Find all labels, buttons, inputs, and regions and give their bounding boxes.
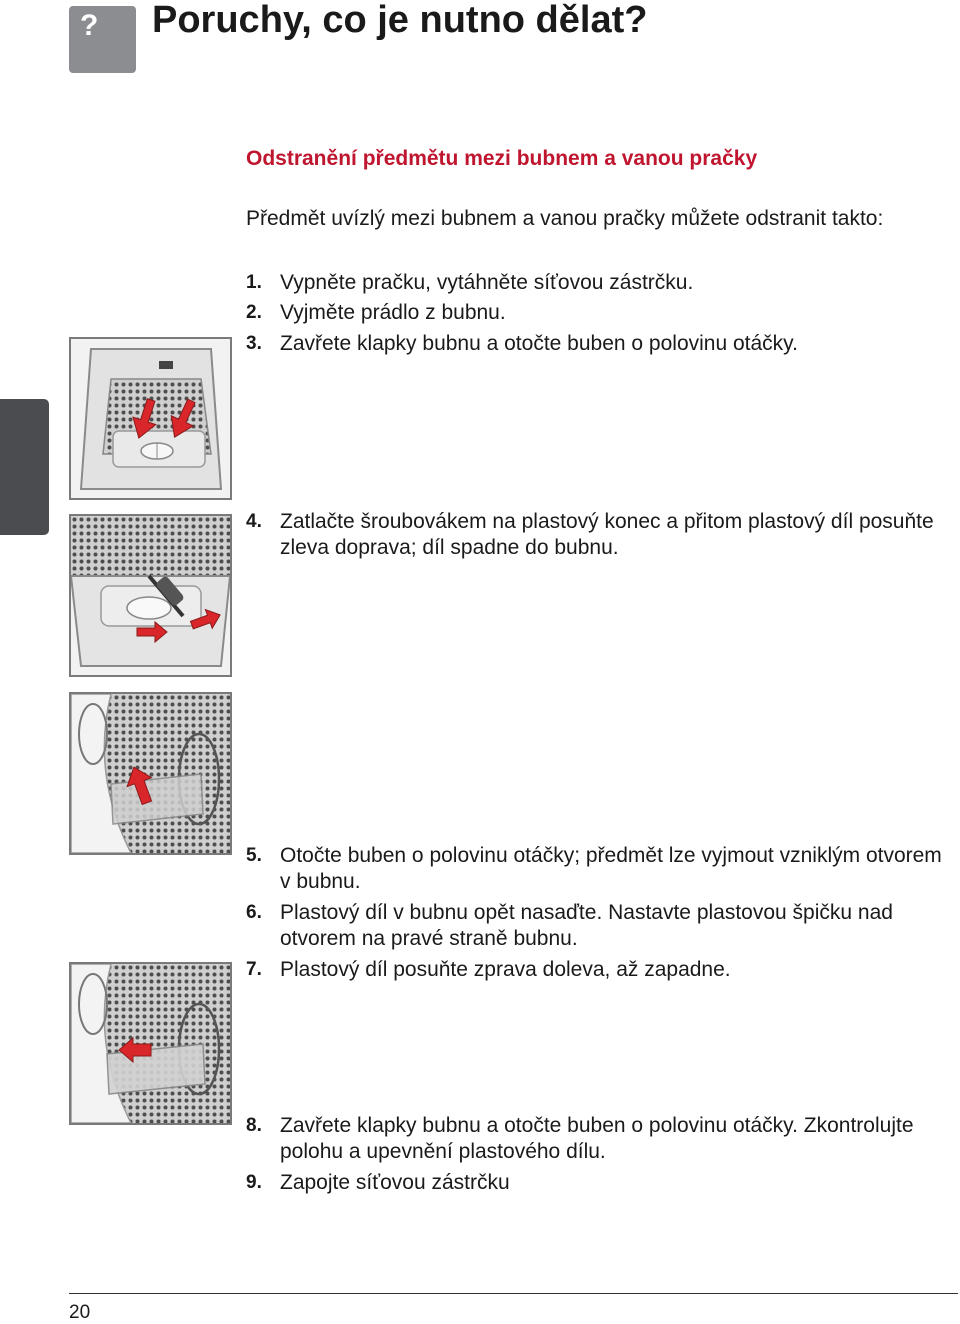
step-text: Vypněte pračku, vytáhněte síťovou zástrčku. bbox=[280, 271, 694, 294]
screwdriver-push-illustration bbox=[69, 514, 232, 677]
step-text: Plastový díl posuňte zprava doleva, až zapadne. bbox=[280, 958, 731, 981]
step-text: Zatlačte šroubovákem na plastový konec a přitom plastový díl posuňte zleva doprava; díl spadne do bubnu. bbox=[280, 510, 934, 559]
step-number: 3. bbox=[246, 333, 262, 354]
step-number: 4. bbox=[246, 511, 262, 532]
step-6 bbox=[246, 900, 946, 952]
step-number: 6. bbox=[246, 902, 262, 923]
step-text: Zavřete klapky bubnu a otočte buben o polovinu otáčky. Zkontrolujte polohu a upevnění plastového dílu. bbox=[280, 1114, 914, 1163]
page-number: 20 bbox=[69, 1302, 91, 1323]
step-number: 8. bbox=[246, 1115, 262, 1136]
step-number: 9. bbox=[246, 1172, 262, 1193]
plastic-part-removed-illustration bbox=[69, 692, 232, 855]
question-mark-icon: ? bbox=[80, 9, 99, 42]
step-4 bbox=[246, 509, 946, 561]
step-text: Otočte buben o polovinu otáčky; předmět lze vyjmout vzniklým otvorem v bubnu. bbox=[280, 844, 942, 893]
step-8 bbox=[246, 1113, 946, 1165]
step-number: 5. bbox=[246, 845, 262, 866]
step-number: 1. bbox=[246, 272, 262, 293]
step-3 bbox=[246, 331, 946, 357]
step-number: 2. bbox=[246, 302, 262, 323]
section-intro: Předmět uvízlý mezi bubnem a vanou pračky můžete odstranit takto: bbox=[246, 207, 884, 230]
step-text: Vyjměte prádlo z bubnu. bbox=[280, 301, 506, 324]
step-7 bbox=[246, 957, 946, 983]
plastic-part-insert-illustration bbox=[69, 962, 232, 1125]
step-text: Zapojte síťovou zástrčku bbox=[280, 1171, 510, 1194]
section-side-tab bbox=[0, 399, 49, 535]
step-9 bbox=[246, 1170, 946, 1196]
step-text: Zavřete klapky bubnu a otočte buben o polovinu otáčky. bbox=[280, 332, 798, 355]
step-1 bbox=[246, 270, 946, 296]
footer-divider bbox=[69, 1293, 958, 1294]
section-heading: Odstranění předmětu mezi bubnem a vanou pračky bbox=[246, 147, 758, 170]
page-title: Poruchy, co je nutno dělat? bbox=[152, 0, 648, 41]
step-2 bbox=[246, 300, 946, 326]
step-number: 7. bbox=[246, 959, 262, 980]
step-text: Plastový díl v bubnu opět nasaďte. Nastavte plastovou špičku nad otvorem na pravé straně bubnu. bbox=[280, 901, 893, 950]
drum-flaps-closed-illustration bbox=[69, 337, 232, 500]
step-5 bbox=[246, 843, 946, 895]
